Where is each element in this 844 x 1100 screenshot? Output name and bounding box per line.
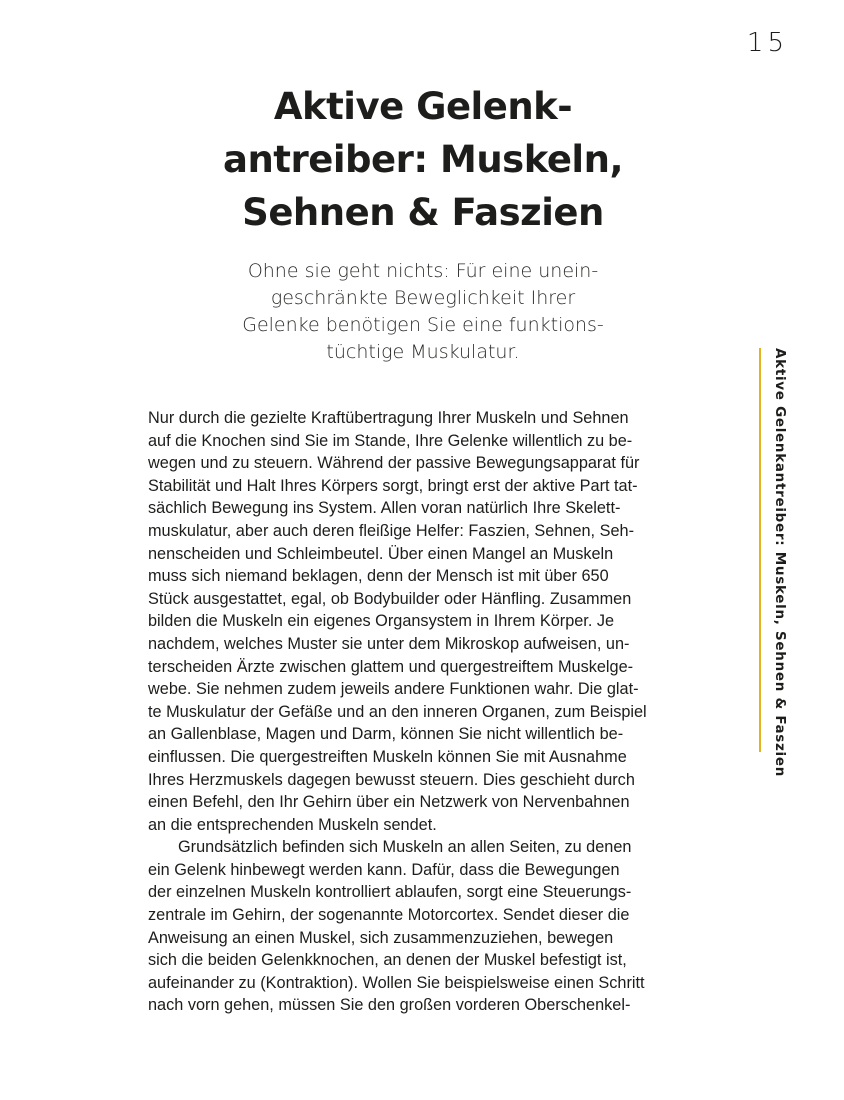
body-line: auf die Knochen sind Sie im Stande, Ihre Gelenke willentlich zu be-: [148, 431, 633, 450]
intro-line: Ohne sie geht nichts: Für eine unein-: [247, 260, 599, 282]
intro-line: tüchtige Muskulatur.: [326, 341, 520, 363]
body-text: [148, 407, 698, 1017]
intro-line: geschränkte Beweglichkeit Ihrer: [270, 287, 576, 309]
chapter-title-line: Sehnen & Faszien: [242, 191, 604, 234]
body-line: der einzelnen Muskeln kontrolliert ablaufen, sorgt eine Steuerungs-: [148, 883, 632, 902]
body-line: webe. Sie nehmen zudem jeweils andere Funktionen wahr. Die glat-: [148, 680, 639, 699]
body-line: sächlich Bewegung ins System. Allen voran natürlich Ihre Skelett-: [148, 499, 621, 518]
side-accent-bar: [759, 348, 761, 752]
body-line: einen Befehl, den Ihr Gehirn über ein Netzwerk von Nervenbahnen: [148, 793, 630, 812]
body-line: Grundsätzlich befinden sich Muskeln an allen Seiten, zu denen: [178, 838, 632, 857]
body-line: nach vorn gehen, müssen Sie den großen vorderen Oberschenkel-: [148, 996, 631, 1015]
side-running-title: Aktive Gelenkantreiber: Muskeln, Sehnen & Faszien: [772, 348, 788, 778]
intro-paragraph: [150, 258, 696, 366]
chapter-title-line: antreiber: Muskeln,: [223, 138, 623, 181]
chapter-title-line: Aktive Gelenk-: [273, 85, 573, 128]
body-line: Ihres Herzmuskels dagegen bewusst steuern. Dies geschieht durch: [148, 770, 635, 789]
body-line: zentrale im Gehirn, der sogenannte Motorcortex. Sendet dieser die: [148, 906, 630, 925]
body-line: Stück ausgestattet, egal, ob Bodybuilder oder Hänfling. Zusammen: [148, 589, 632, 608]
body-line: einflussen. Die quergestreiften Muskeln können Sie mit Ausnahme: [148, 747, 627, 766]
body-line: Nur durch die gezielte Kraftübertragung Ihrer Muskeln und Sehnen: [148, 409, 629, 427]
body-line: muskulatur, aber auch deren fleißige Helfer: Faszien, Sehnen, Seh-: [148, 521, 634, 540]
body-line: ein Gelenk hinbewegt werden kann. Dafür, dass die Bewegungen: [148, 860, 620, 879]
body-line: aufeinander zu (Kontraktion). Wollen Sie beispielsweise einen Schritt: [148, 973, 645, 992]
body-line: sich die beiden Gelenkknochen, an denen der Muskel befestigt ist,: [148, 951, 627, 970]
body-line: terscheiden Ärzte zwischen glattem und quergestreiftem Muskelge-: [148, 657, 634, 676]
body-line: nenscheiden und Schleimbeutel. Über einen Mangel an Muskeln: [148, 544, 614, 563]
body-line: nachdem, welches Muster sie unter dem Mikroskop aufweisen, un-: [148, 634, 630, 653]
intro-line: Gelenke benötigen Sie eine funktions-: [242, 314, 604, 336]
page-number: 15: [746, 28, 788, 58]
body-line: bilden die Muskeln ein eigenes Organsystem in Ihrem Körper. Je: [148, 612, 615, 631]
body-line: wegen und zu steuern. Während der passive Bewegungsapparat für: [148, 454, 640, 473]
body-line: an Gallenblase, Magen und Darm, können Sie nicht willentlich be-: [148, 725, 624, 744]
body-line: Stabilität und Halt Ihres Körpers sorgt, bringt erst der aktive Part tat-: [148, 476, 638, 495]
body-line: Anweisung an einen Muskel, sich zusammenzuziehen, bewegen: [148, 928, 614, 947]
body-line: an die entsprechenden Muskeln sendet.: [148, 815, 437, 834]
body-line: muss sich niemand beklagen, denn der Mensch ist mit über 650: [148, 567, 609, 586]
body-line: te Muskulatur der Gefäße und an den inneren Organen, zum Beispiel: [148, 702, 647, 721]
chapter-title: [150, 80, 696, 239]
